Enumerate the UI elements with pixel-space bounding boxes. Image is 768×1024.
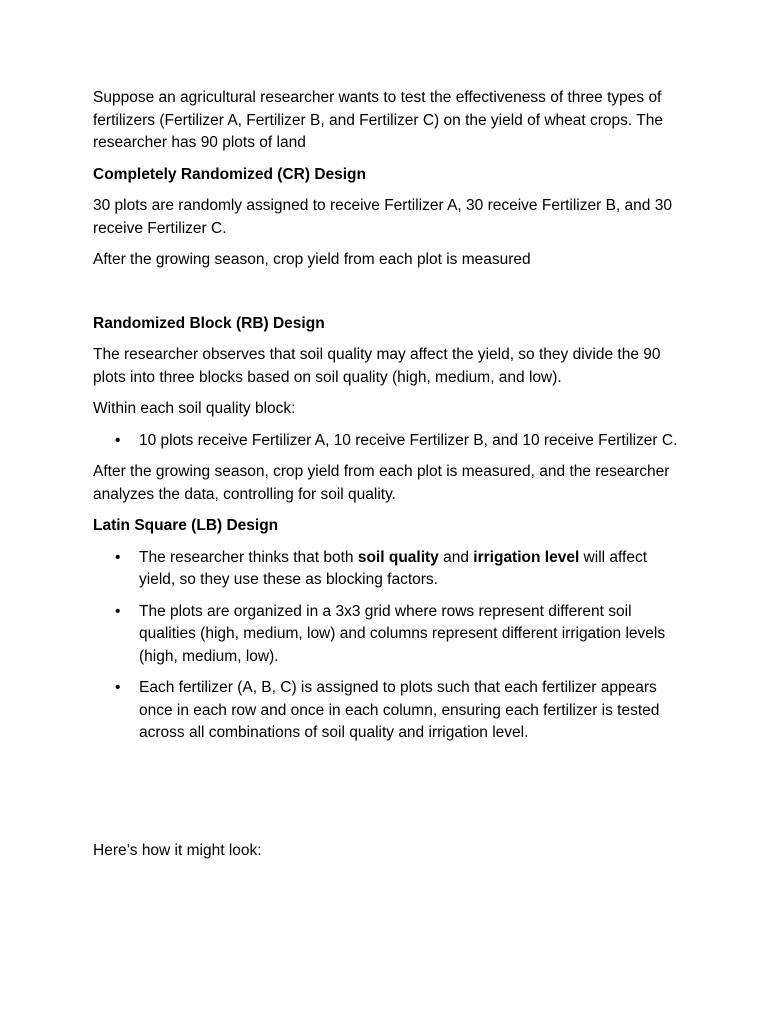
spacer xyxy=(93,281,683,313)
rb-bullet-list xyxy=(93,430,683,453)
intro-paragraph: Suppose an agricultural researcher wants to test the effectiveness of three types of fertilizers (Fertilizer A, Fertilizer B, and Fertilizer C) on the yield of wheat crops. The researcher has 90 plots of land xyxy=(93,89,663,151)
spacer xyxy=(93,754,683,840)
bullet-icon: • xyxy=(115,431,121,449)
document-page xyxy=(93,87,683,871)
rb-paragraph-1: The researcher observes that soil quality may affect the yield, so they divide the 90 plots into three blocks based on soil quality (high, medium, and low). xyxy=(93,346,661,386)
text-segment: and xyxy=(438,548,474,566)
cr-heading: Completely Randomized (CR) Design xyxy=(93,165,366,183)
bullet-icon: • xyxy=(115,602,121,620)
bullet-icon: • xyxy=(115,548,121,566)
list-item-text: Each fertilizer (A, B, C) is assigned to plots such that each fertilizer appears once in each row and once in each column, ensuring each fertilizer is tested across all combinations of soil quality and irrigation level. xyxy=(139,679,660,741)
closing-paragraph: Here’s how it might look: xyxy=(93,841,262,859)
list-item xyxy=(115,601,683,669)
bold-term-irrigation-level: irrigation level xyxy=(473,548,580,566)
list-item-text: 10 plots receive Fertilizer A, 10 receive Fertilizer B, and 10 receive Fertilizer C. xyxy=(139,431,678,449)
text-segment: The researcher thinks that both xyxy=(139,548,358,566)
rb-paragraph-3: After the growing season, crop yield from each plot is measured, and the researcher analyzes the data, controlling for soil quality. xyxy=(93,463,670,503)
bullet-icon: • xyxy=(115,679,121,696)
list-item xyxy=(115,677,683,745)
list-item-text: The plots are organized in a 3x3 grid where rows represent different soil qualities (high, medium, low) and columns represent different irrigation levels (high, medium, low). xyxy=(139,602,666,665)
rb-paragraph-2: Within each soil quality block: xyxy=(93,400,296,417)
bold-term-soil-quality: soil quality xyxy=(357,548,439,566)
text-segment: will affect yield, so they use these as blocking factors. xyxy=(139,548,648,588)
lb-heading: Latin Square (LB) Design xyxy=(93,517,279,534)
cr-paragraph-1: 30 plots are randomly assigned to receive Fertilizer A, 30 receive Fertilizer B, and 30 receive Fertilizer C. xyxy=(93,197,672,237)
list-item-text xyxy=(139,549,647,589)
cr-paragraph-2: After the growing season, crop yield from each plot is measured xyxy=(93,251,531,268)
lb-bullet-list xyxy=(93,547,683,745)
list-item xyxy=(115,547,683,592)
list-item xyxy=(115,430,683,453)
rb-heading: Randomized Block (RB) Design xyxy=(93,314,325,332)
